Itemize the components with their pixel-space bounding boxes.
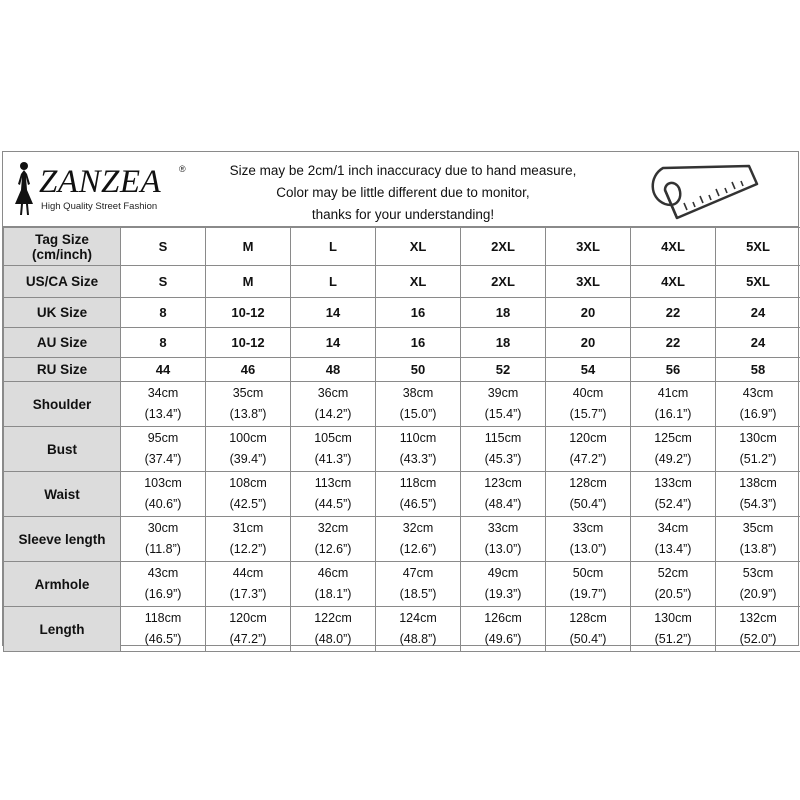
row-label-line: RU Size [36, 362, 88, 377]
measurement-cell [121, 382, 206, 427]
row-label: Waist [4, 472, 121, 517]
measurement-cm: 35cm [742, 521, 774, 535]
size-cell: 2XL [461, 228, 546, 266]
measurement-inch: (40.6”) [144, 497, 182, 511]
measurement-cell [716, 382, 800, 427]
measurement-inch: (49.6”) [484, 632, 522, 646]
measurement-cell [206, 517, 291, 562]
measurement-inch: (13.0”) [484, 542, 522, 556]
measurement-inch: (48.8”) [399, 632, 437, 646]
measurement-cm: 133cm [654, 476, 692, 490]
measurement-cell [461, 517, 546, 562]
size-cell: XL [376, 228, 461, 266]
measurement-cell [121, 472, 206, 517]
measurement-inch: (37.4”) [144, 452, 182, 466]
measurement-inch: (51.2”) [739, 452, 777, 466]
measurement-cm: 126cm [484, 611, 522, 625]
size-cell: 3XL [546, 228, 631, 266]
measurement-inch: (51.2”) [654, 632, 692, 646]
measurement-cell [291, 472, 376, 517]
measurement-cm: 95cm [147, 431, 179, 445]
size-cell: 48 [291, 358, 376, 382]
registered-mark: ® [179, 164, 186, 174]
measurement-cm: 50cm [572, 566, 604, 580]
chart-header [3, 152, 798, 227]
size-cell: 4XL [631, 266, 716, 298]
measurement-cell [461, 427, 546, 472]
notice-line: Size may be 2cm/1 inch inaccuracy due to hand measure, [229, 163, 577, 178]
measurement-cell [206, 562, 291, 607]
measurement-cell [546, 517, 631, 562]
measurement-inch: (12.2”) [229, 542, 267, 556]
row-label-line: Tag Size [35, 231, 89, 247]
measuring-tape-icon [643, 154, 763, 226]
measurement-cell [461, 472, 546, 517]
measurement-cm: 33cm [487, 521, 519, 535]
measurement-inch: (16.9”) [144, 587, 182, 601]
measurement-cm: 125cm [654, 431, 692, 445]
measurement-inch: (13.0”) [569, 542, 607, 556]
measurement-inch: (19.3”) [484, 587, 522, 601]
row-label [4, 328, 121, 358]
measurement-cell [206, 472, 291, 517]
measurement-cell [631, 562, 716, 607]
size-cell: 3XL [546, 266, 631, 298]
measurement-cm: 113cm [314, 476, 352, 490]
measurement-cell [291, 427, 376, 472]
measurement-cell [206, 382, 291, 427]
measurement-inch: (50.4”) [569, 497, 607, 511]
measurement-inch: (12.6”) [399, 542, 437, 556]
measurement-inch: (42.5”) [229, 497, 267, 511]
measurement-cell [631, 382, 716, 427]
measurement-cell [631, 427, 716, 472]
measurement-cell [206, 607, 291, 652]
measurement-cm: 132cm [739, 611, 777, 625]
measurement-inch: (19.7”) [569, 587, 607, 601]
measurement-cell [546, 427, 631, 472]
measurement-inch: (52.0”) [739, 632, 777, 646]
measurement-cm: 53cm [742, 566, 774, 580]
measurement-cm: 34cm [657, 521, 689, 535]
size-cell: 16 [376, 328, 461, 358]
measurement-row [4, 472, 800, 517]
size-cell: M [206, 228, 291, 266]
size-cell: 5XL [716, 228, 800, 266]
measurement-inch: (43.3”) [399, 452, 437, 466]
measurement-row [4, 607, 800, 652]
row-label-line: UK Size [36, 305, 88, 320]
measurement-cell [716, 427, 800, 472]
measurement-cm: 105cm [314, 431, 352, 445]
notice-line: thanks for your understanding! [311, 207, 495, 222]
row-label-line: US/CA Size [25, 274, 99, 289]
measurement-cell [546, 562, 631, 607]
measurement-inch: (46.5”) [399, 497, 437, 511]
measurement-cm: 47cm [402, 566, 434, 580]
measurement-inch: (47.2”) [569, 452, 607, 466]
measurement-cell [631, 472, 716, 517]
measurement-inch: (20.5”) [654, 587, 692, 601]
measurement-inch: (16.9”) [739, 407, 777, 421]
measurement-row [4, 517, 800, 562]
measurement-inch: (14.2”) [314, 407, 352, 421]
size-cell: 54 [546, 358, 631, 382]
measurement-row [4, 562, 800, 607]
size-cell: 2XL [461, 266, 546, 298]
size-row [4, 228, 800, 266]
measurement-inch: (15.7”) [569, 407, 607, 421]
size-cell: 22 [631, 328, 716, 358]
measurement-inch: (13.8”) [739, 542, 777, 556]
measurement-cell [376, 472, 461, 517]
size-cell: 10-12 [206, 328, 291, 358]
measurement-cm: 122cm [314, 611, 352, 625]
measurement-inch: (13.8”) [229, 407, 267, 421]
measurement-cell [631, 517, 716, 562]
measurement-cell [461, 382, 546, 427]
size-cell: 24 [716, 328, 800, 358]
measurement-cell [121, 562, 206, 607]
measurement-inch: (20.9”) [739, 587, 777, 601]
measurement-cell [206, 427, 291, 472]
measurement-cm: 35cm [232, 386, 264, 400]
measurement-cm: 110cm [399, 431, 437, 445]
size-cell: S [121, 228, 206, 266]
size-cell: 5XL [716, 266, 800, 298]
measurement-cm: 52cm [657, 566, 689, 580]
measurement-cm: 118cm [144, 611, 182, 625]
measurement-cell [716, 472, 800, 517]
size-cell: 56 [631, 358, 716, 382]
measurement-cm: 43cm [742, 386, 774, 400]
row-label: Bust [4, 427, 121, 472]
measurement-inch: (45.3”) [484, 452, 522, 466]
measurement-cm: 115cm [484, 431, 522, 445]
row-label: Length [4, 607, 121, 652]
brand-tagline: High Quality Street Fashion [41, 201, 158, 212]
size-row [4, 328, 800, 358]
measurement-cm: 128cm [569, 611, 607, 625]
notice-line: Color may be little different due to monitor, [276, 185, 530, 200]
measurement-cm: 38cm [402, 386, 434, 400]
measurement-inch: (47.2”) [229, 632, 267, 646]
measurement-inch: (52.4”) [654, 497, 692, 511]
measurement-row [4, 382, 800, 427]
measurement-inch: (15.4”) [484, 407, 522, 421]
measurement-cell [291, 607, 376, 652]
size-cell: M [206, 266, 291, 298]
measurement-cm: 103cm [144, 476, 182, 490]
measurement-cm: 100cm [229, 431, 267, 445]
measurement-cm: 123cm [484, 476, 522, 490]
size-cell: 8 [121, 298, 206, 328]
measurement-inch: (49.2”) [654, 452, 692, 466]
measurement-cell [461, 607, 546, 652]
size-table [3, 227, 800, 652]
row-label: Sleeve length [4, 517, 121, 562]
size-cell: 50 [376, 358, 461, 382]
measurement-cm: 128cm [569, 476, 607, 490]
measurement-inch: (50.4”) [569, 632, 607, 646]
measurement-inch: (48.0”) [314, 632, 352, 646]
measurement-cm: 49cm [487, 566, 519, 580]
measurement-cell [546, 607, 631, 652]
size-cell: 18 [461, 298, 546, 328]
measurement-cm: 32cm [402, 521, 434, 535]
size-cell: 10-12 [206, 298, 291, 328]
row-label [4, 266, 121, 298]
measurement-inch: (41.3”) [314, 452, 352, 466]
measurement-inch: (39.4”) [229, 452, 267, 466]
size-cell: 58 [716, 358, 800, 382]
measurement-inch: (13.4”) [144, 407, 182, 421]
measurement-cm: 108cm [229, 476, 267, 490]
measurement-cell [291, 562, 376, 607]
measurement-cell [631, 607, 716, 652]
measurement-cm: 40cm [572, 386, 604, 400]
measurement-inch: (15.0”) [399, 407, 437, 421]
measurement-inch: (16.1”) [654, 407, 692, 421]
measurement-inch: (44.5”) [314, 497, 352, 511]
size-cell: 44 [121, 358, 206, 382]
size-cell: 14 [291, 298, 376, 328]
measurement-inch: (12.6”) [314, 542, 352, 556]
size-cell: 52 [461, 358, 546, 382]
size-cell: L [291, 228, 376, 266]
size-cell: 4XL [631, 228, 716, 266]
measurement-cm: 120cm [569, 431, 607, 445]
measurement-cm: 124cm [399, 611, 437, 625]
measurement-inch: (54.3”) [739, 497, 777, 511]
measurement-cell [121, 517, 206, 562]
measurement-cm: 36cm [317, 386, 349, 400]
measurement-cell [291, 517, 376, 562]
measurement-cell [376, 562, 461, 607]
notice-text [203, 160, 603, 226]
size-cell: 16 [376, 298, 461, 328]
measurement-cm: 31cm [232, 521, 264, 535]
measurement-cell [716, 562, 800, 607]
size-cell: 20 [546, 298, 631, 328]
measurement-cell [376, 517, 461, 562]
measurement-cm: 43cm [147, 566, 179, 580]
size-cell: 24 [716, 298, 800, 328]
measurement-cm: 41cm [657, 386, 689, 400]
measurement-cm: 138cm [739, 476, 777, 490]
measurement-cell [121, 607, 206, 652]
size-cell: L [291, 266, 376, 298]
measurement-cm: 34cm [147, 386, 179, 400]
size-cell: 46 [206, 358, 291, 382]
measurement-cell [546, 472, 631, 517]
measurement-cm: 44cm [232, 566, 264, 580]
size-cell: XL [376, 266, 461, 298]
row-label [4, 298, 121, 328]
size-cell: 14 [291, 328, 376, 358]
measurement-cell [376, 427, 461, 472]
measurement-cm: 30cm [147, 521, 179, 535]
measurement-cm: 130cm [739, 431, 777, 445]
measurement-cell [716, 607, 800, 652]
measurement-cell [461, 562, 546, 607]
measurement-inch: (17.3”) [229, 587, 267, 601]
row-label: Shoulder [4, 382, 121, 427]
row-label [4, 228, 121, 266]
measurement-cm: 120cm [229, 611, 267, 625]
measurement-inch: (18.1”) [314, 587, 352, 601]
measurement-cm: 32cm [317, 521, 349, 535]
measurement-row [4, 427, 800, 472]
measurement-cm: 118cm [399, 476, 437, 490]
measurement-cell [716, 517, 800, 562]
brand-logo [9, 158, 199, 218]
size-cell: 20 [546, 328, 631, 358]
size-cell: 22 [631, 298, 716, 328]
size-row [4, 298, 800, 328]
measurement-cell [291, 382, 376, 427]
size-row [4, 266, 800, 298]
measurement-inch: (48.4”) [484, 497, 522, 511]
size-cell: 18 [461, 328, 546, 358]
measurement-inch: (13.4”) [654, 542, 692, 556]
measurement-cm: 33cm [572, 521, 604, 535]
measurement-cell [376, 382, 461, 427]
measurement-cell [376, 607, 461, 652]
measurement-inch: (46.5”) [144, 632, 182, 646]
row-label-line: AU Size [36, 335, 88, 350]
measurement-cm: 39cm [487, 386, 519, 400]
measurement-cell [546, 382, 631, 427]
measurement-cm: 46cm [317, 566, 349, 580]
row-label-line: (cm/inch) [31, 246, 92, 262]
size-cell: 8 [121, 328, 206, 358]
size-cell: S [121, 266, 206, 298]
size-row [4, 358, 800, 382]
measurement-cm: 130cm [654, 611, 692, 625]
measurement-cell [121, 427, 206, 472]
measurement-inch: (18.5”) [399, 587, 437, 601]
brand-name: ZANZEA [39, 164, 162, 200]
measurement-inch: (11.8”) [145, 542, 181, 556]
row-label [4, 358, 121, 382]
row-label: Armhole [4, 562, 121, 607]
size-chart [2, 151, 799, 646]
woman-silhouette-icon [9, 160, 39, 216]
